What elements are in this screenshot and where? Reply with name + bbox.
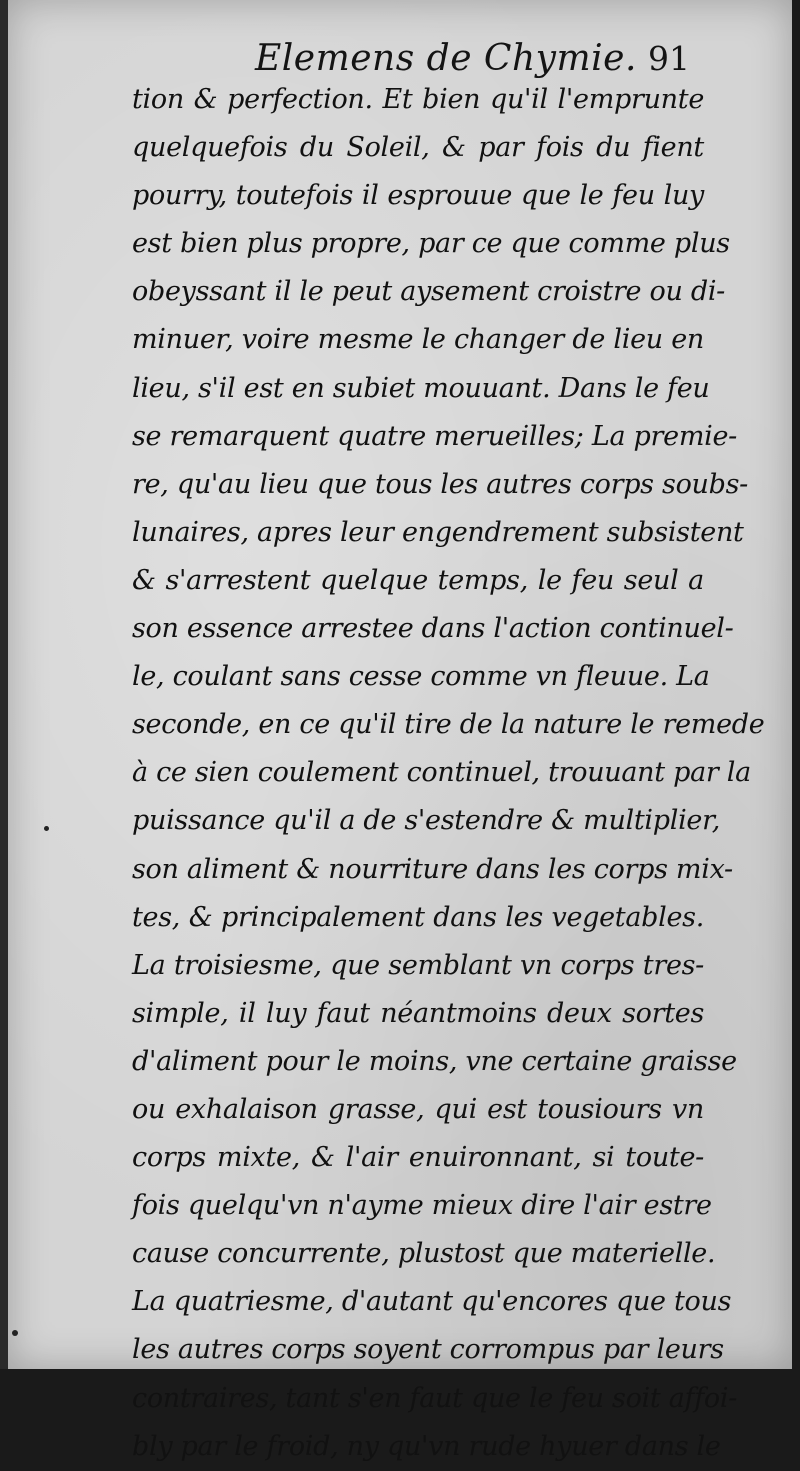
text-line: d'aliment pour le moins, vne certaine graisse [132, 1045, 737, 1077]
text-line: tes, & principalement dans les vegetables. [132, 901, 704, 933]
running-head-title: Elemens de Chymie. [255, 38, 637, 79]
text-line: puissance qu'il a de s'estendre & multiplier, [132, 805, 721, 837]
paper-speck [12, 1330, 18, 1336]
text-line: son aliment & nourriture dans les corps mix- [132, 853, 733, 885]
text-line: bly par le froid, ny qu'vn rude hyuer dans le [132, 1430, 721, 1462]
text-line: re, qu'au lieu que tous les autres corps soubs- [132, 468, 748, 500]
body-text [132, 76, 765, 1471]
page-number: 91 [648, 39, 690, 78]
text-line: lunaires, apres leur engendrement subsistent [132, 516, 744, 548]
text-line: son essence arrestee dans l'action continuel- [132, 613, 734, 645]
text-line: corps mixte, & l'air enuironnant, si toute- [132, 1142, 704, 1174]
text-line: obeyssant il le peut aysement croistre ou di- [132, 276, 725, 308]
text-line: minuer, voire mesme le changer de lieu en [132, 324, 704, 356]
text-line: quelquefois du Soleil, & par fois du fient [132, 132, 704, 164]
paper-speck [44, 826, 49, 831]
text-line: lieu, s'il est en subiet mouuant. Dans le feu [132, 372, 710, 404]
text-line: se remarquent quatre merueilles; La premie- [132, 420, 737, 452]
text-line: cause concurrente, plustost que materielle. [132, 1238, 716, 1270]
text-line: tion & perfection. Et bien qu'il l'emprunte [132, 84, 704, 115]
text-line: ou exhalaison grasse, qui est tousiours vn [132, 1093, 704, 1125]
text-line: La troisiesme, que semblant vn corps tres- [132, 949, 704, 981]
text-line: fois quelqu'vn n'ayme mieux dire l'air estre [132, 1190, 712, 1222]
text-line: pourry, toutefois il esprouue que le feu luy [132, 180, 704, 212]
text-line: seconde, en ce qu'il tire de la nature le remede [132, 709, 765, 741]
text-line: contraires, tant s'en faut que le feu soit affoi- [132, 1382, 738, 1414]
text-line: & s'arrestent quelque temps, le feu seul a [132, 564, 704, 596]
text-line: à ce sien coulement continuel, trouuant par la [132, 757, 751, 789]
text-line: est bien plus propre, par ce que comme plus [132, 228, 730, 260]
text-line: La quatriesme, d'autant qu'encores que tous [132, 1286, 732, 1318]
text-line: les autres corps soyent corrompus par leurs [132, 1334, 724, 1366]
text-line: le, coulant sans cesse comme vn fleuue. La [132, 661, 710, 693]
text-line: simple, il luy faut néantmoins deux sortes [132, 997, 704, 1029]
